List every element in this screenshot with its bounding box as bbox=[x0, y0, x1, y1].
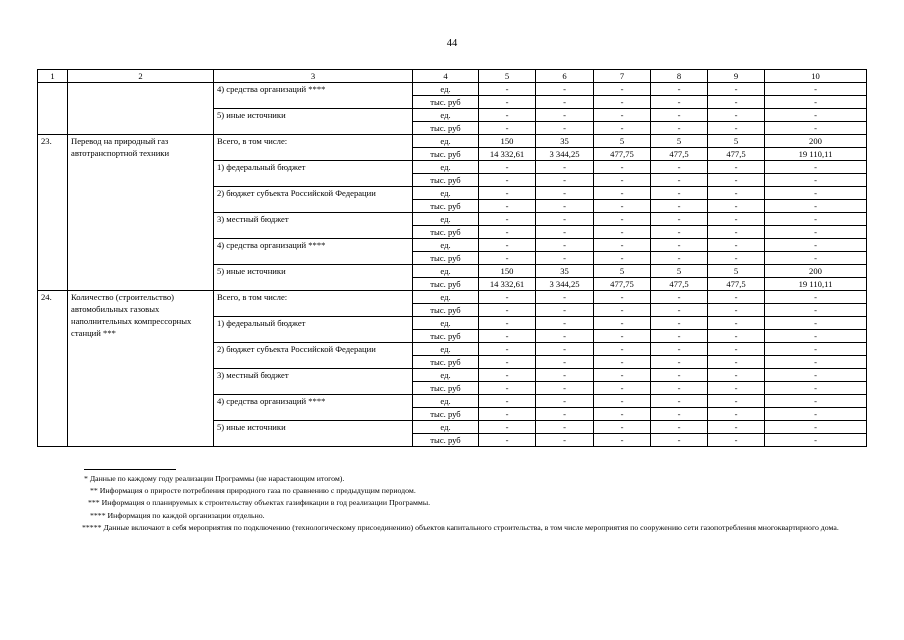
value-cell: - bbox=[708, 343, 765, 356]
value-cell: - bbox=[594, 161, 651, 174]
header-cell: 8 bbox=[651, 70, 708, 83]
unit-cell: ед. bbox=[413, 317, 479, 330]
value-cell: - bbox=[651, 421, 708, 434]
value-cell: - bbox=[536, 330, 594, 343]
value-cell: - bbox=[594, 200, 651, 213]
unit-cell: ед. bbox=[413, 343, 479, 356]
value-cell: - bbox=[708, 330, 765, 343]
value-cell: - bbox=[651, 304, 708, 317]
unit-cell: тыс. руб bbox=[413, 174, 479, 187]
footnote: ** Информация о приросте потребления природного газа по сравнению с предыдущим периодом. bbox=[90, 486, 416, 496]
header-cell: 4 bbox=[413, 70, 479, 83]
source-cell: 5) иные источники bbox=[214, 109, 413, 135]
unit-cell: ед. bbox=[413, 83, 479, 96]
value-cell: - bbox=[479, 395, 536, 408]
value-cell: - bbox=[708, 382, 765, 395]
value-cell: - bbox=[479, 304, 536, 317]
value-cell: - bbox=[536, 421, 594, 434]
value-cell: - bbox=[536, 382, 594, 395]
value-cell: - bbox=[651, 83, 708, 96]
value-cell: - bbox=[536, 291, 594, 304]
value-cell: 477,5 bbox=[708, 148, 765, 161]
unit-cell: ед. bbox=[413, 161, 479, 174]
footnote-separator bbox=[84, 469, 176, 470]
value-cell: - bbox=[708, 200, 765, 213]
value-cell: - bbox=[708, 291, 765, 304]
footnotes bbox=[60, 473, 860, 534]
value-cell: - bbox=[594, 382, 651, 395]
unit-cell: тыс. руб bbox=[413, 122, 479, 135]
value-cell: - bbox=[765, 304, 867, 317]
table-row bbox=[38, 135, 867, 148]
value-cell: - bbox=[479, 330, 536, 343]
value-cell: - bbox=[594, 304, 651, 317]
value-cell: - bbox=[479, 213, 536, 226]
header-cell: 1 bbox=[38, 70, 68, 83]
source-cell: 4) средства организаций **** bbox=[214, 395, 413, 421]
source-cell: 4) средства организаций **** bbox=[214, 83, 413, 109]
value-cell: - bbox=[479, 96, 536, 109]
item-name-cell bbox=[68, 83, 214, 135]
value-cell: - bbox=[765, 239, 867, 252]
value-cell: - bbox=[765, 356, 867, 369]
value-cell: - bbox=[651, 382, 708, 395]
unit-cell: тыс. руб bbox=[413, 200, 479, 213]
value-cell: - bbox=[708, 434, 765, 447]
value-cell: - bbox=[479, 291, 536, 304]
table-body bbox=[38, 70, 867, 447]
value-cell: - bbox=[651, 252, 708, 265]
value-cell: - bbox=[708, 174, 765, 187]
value-cell: 200 bbox=[765, 135, 867, 148]
unit-cell: ед. bbox=[413, 369, 479, 382]
value-cell: - bbox=[536, 187, 594, 200]
value-cell: 5 bbox=[594, 135, 651, 148]
value-cell: - bbox=[765, 343, 867, 356]
value-cell: - bbox=[651, 187, 708, 200]
source-cell: 2) бюджет субъекта Российской Федерации bbox=[214, 343, 413, 369]
value-cell: - bbox=[765, 109, 867, 122]
value-cell: - bbox=[651, 317, 708, 330]
item-number-cell: 23. bbox=[38, 135, 68, 291]
value-cell: - bbox=[765, 252, 867, 265]
value-cell: 200 bbox=[765, 265, 867, 278]
unit-cell: тыс. руб bbox=[413, 408, 479, 421]
value-cell: - bbox=[765, 161, 867, 174]
footnote: * Данные по каждому году реализации Программы (не нарастающим итогом). bbox=[84, 474, 345, 483]
value-cell: - bbox=[594, 421, 651, 434]
value-cell: - bbox=[708, 213, 765, 226]
value-cell: - bbox=[708, 83, 765, 96]
value-cell: - bbox=[765, 226, 867, 239]
value-cell: - bbox=[594, 291, 651, 304]
table-row bbox=[38, 291, 867, 304]
footnote: ***** Данные включают в себя мероприятия по подключению (технологическому присоединению) объектов капитального строительства, в том числе мероприятия по сооружению сети газопотребления многоквартирного дома. bbox=[82, 522, 839, 532]
value-cell: - bbox=[765, 187, 867, 200]
header-cell: 7 bbox=[594, 70, 651, 83]
value-cell: - bbox=[765, 122, 867, 135]
footnote: **** Информация по каждой организации отдельно. bbox=[90, 510, 265, 520]
value-cell: - bbox=[536, 356, 594, 369]
value-cell: - bbox=[536, 434, 594, 447]
value-cell: - bbox=[594, 434, 651, 447]
value-cell: - bbox=[536, 304, 594, 317]
page-number: 44 bbox=[446, 38, 458, 49]
unit-cell: тыс. руб bbox=[413, 226, 479, 239]
value-cell: - bbox=[479, 408, 536, 421]
value-cell: - bbox=[651, 408, 708, 421]
source-cell: Всего, в том числе: bbox=[214, 291, 413, 317]
value-cell: 150 bbox=[479, 265, 536, 278]
unit-cell: ед. bbox=[413, 395, 479, 408]
value-cell: 35 bbox=[536, 265, 594, 278]
source-cell: 5) иные источники bbox=[214, 421, 413, 447]
source-cell: 3) местный бюджет bbox=[214, 369, 413, 395]
value-cell: - bbox=[479, 83, 536, 96]
value-cell: - bbox=[594, 317, 651, 330]
value-cell: 477,75 bbox=[594, 278, 651, 291]
unit-cell: ед. bbox=[413, 213, 479, 226]
unit-cell: ед. bbox=[413, 421, 479, 434]
unit-cell: ед. bbox=[413, 109, 479, 122]
header-cell: 5 bbox=[479, 70, 536, 83]
value-cell: - bbox=[479, 226, 536, 239]
value-cell: 150 bbox=[479, 135, 536, 148]
value-cell: - bbox=[708, 369, 765, 382]
value-cell: - bbox=[651, 434, 708, 447]
value-cell: - bbox=[708, 239, 765, 252]
value-cell: - bbox=[651, 122, 708, 135]
value-cell: - bbox=[479, 174, 536, 187]
header-cell: 9 bbox=[708, 70, 765, 83]
value-cell: 5 bbox=[594, 265, 651, 278]
source-cell: 3) местный бюджет bbox=[214, 213, 413, 239]
value-cell: - bbox=[651, 174, 708, 187]
value-cell: - bbox=[594, 330, 651, 343]
value-cell: - bbox=[708, 96, 765, 109]
value-cell: - bbox=[536, 174, 594, 187]
source-cell: 1) федеральный бюджет bbox=[214, 161, 413, 187]
value-cell: - bbox=[765, 330, 867, 343]
value-cell: - bbox=[479, 187, 536, 200]
value-cell: - bbox=[765, 369, 867, 382]
source-cell: 1) федеральный бюджет bbox=[214, 317, 413, 343]
value-cell: - bbox=[708, 408, 765, 421]
value-cell: 3 344,25 bbox=[536, 148, 594, 161]
value-cell: - bbox=[708, 187, 765, 200]
value-cell: - bbox=[594, 122, 651, 135]
value-cell: - bbox=[765, 434, 867, 447]
source-cell: 2) бюджет субъекта Российской Федерации bbox=[214, 187, 413, 213]
value-cell: - bbox=[594, 252, 651, 265]
value-cell: - bbox=[651, 213, 708, 226]
program-table bbox=[37, 69, 867, 447]
value-cell: 477,5 bbox=[708, 278, 765, 291]
value-cell: 477,75 bbox=[594, 148, 651, 161]
value-cell: - bbox=[651, 239, 708, 252]
value-cell: - bbox=[765, 200, 867, 213]
value-cell: - bbox=[479, 239, 536, 252]
value-cell: - bbox=[765, 382, 867, 395]
value-cell: - bbox=[594, 239, 651, 252]
value-cell: 19 110,11 bbox=[765, 148, 867, 161]
value-cell: - bbox=[479, 434, 536, 447]
value-cell: - bbox=[479, 356, 536, 369]
value-cell: - bbox=[594, 369, 651, 382]
value-cell: - bbox=[479, 369, 536, 382]
value-cell: - bbox=[536, 239, 594, 252]
value-cell: - bbox=[765, 395, 867, 408]
value-cell: - bbox=[536, 343, 594, 356]
unit-cell: тыс. руб bbox=[413, 278, 479, 291]
unit-cell: ед. bbox=[413, 291, 479, 304]
value-cell: 19 110,11 bbox=[765, 278, 867, 291]
unit-cell: тыс. руб bbox=[413, 382, 479, 395]
value-cell: - bbox=[536, 369, 594, 382]
value-cell: - bbox=[708, 421, 765, 434]
value-cell: 14 332,61 bbox=[479, 278, 536, 291]
value-cell: - bbox=[536, 109, 594, 122]
value-cell: - bbox=[594, 343, 651, 356]
unit-cell: ед. bbox=[413, 265, 479, 278]
value-cell: - bbox=[765, 408, 867, 421]
value-cell: - bbox=[536, 408, 594, 421]
value-cell: - bbox=[765, 174, 867, 187]
unit-cell: ед. bbox=[413, 135, 479, 148]
value-cell: - bbox=[594, 408, 651, 421]
value-cell: - bbox=[479, 343, 536, 356]
unit-cell: тыс. руб bbox=[413, 148, 479, 161]
value-cell: - bbox=[536, 96, 594, 109]
value-cell: - bbox=[536, 83, 594, 96]
value-cell: - bbox=[708, 122, 765, 135]
value-cell: - bbox=[651, 369, 708, 382]
header-cell: 2 bbox=[68, 70, 214, 83]
value-cell: - bbox=[479, 421, 536, 434]
value-cell: 477,5 bbox=[651, 148, 708, 161]
value-cell: 35 bbox=[536, 135, 594, 148]
value-cell: - bbox=[536, 161, 594, 174]
source-cell: 5) иные источники bbox=[214, 265, 413, 291]
item-name-cell: Количество (строительство) автомобильных газовых наполнительных компрессорных станций *** bbox=[68, 291, 214, 447]
unit-cell: тыс. руб bbox=[413, 434, 479, 447]
table-row bbox=[38, 83, 867, 96]
value-cell: - bbox=[765, 291, 867, 304]
item-number-cell bbox=[38, 83, 68, 135]
item-number-cell: 24. bbox=[38, 291, 68, 447]
header-cell: 3 bbox=[214, 70, 413, 83]
unit-cell: тыс. руб bbox=[413, 96, 479, 109]
unit-cell: тыс. руб bbox=[413, 252, 479, 265]
value-cell: - bbox=[479, 122, 536, 135]
footnote: *** Информация о планируемых к строительству объектах газификации в год реализации Программы. bbox=[88, 498, 431, 508]
value-cell: - bbox=[536, 200, 594, 213]
header-cell: 10 bbox=[765, 70, 867, 83]
value-cell: - bbox=[765, 213, 867, 226]
value-cell: - bbox=[536, 122, 594, 135]
value-cell: - bbox=[479, 200, 536, 213]
value-cell: - bbox=[651, 291, 708, 304]
value-cell: - bbox=[479, 382, 536, 395]
value-cell: - bbox=[594, 96, 651, 109]
value-cell: 477,5 bbox=[651, 278, 708, 291]
value-cell: 5 bbox=[708, 265, 765, 278]
value-cell: - bbox=[536, 213, 594, 226]
unit-cell: тыс. руб bbox=[413, 330, 479, 343]
item-name-cell: Перевод на природный газ автотранспортной техники bbox=[68, 135, 214, 291]
header-row bbox=[38, 70, 867, 83]
value-cell: - bbox=[479, 252, 536, 265]
value-cell: 14 332,61 bbox=[479, 148, 536, 161]
value-cell: - bbox=[708, 304, 765, 317]
value-cell: - bbox=[594, 109, 651, 122]
value-cell: - bbox=[536, 252, 594, 265]
value-cell: 5 bbox=[708, 135, 765, 148]
unit-cell: тыс. руб bbox=[413, 304, 479, 317]
value-cell: - bbox=[594, 356, 651, 369]
unit-cell: ед. bbox=[413, 187, 479, 200]
value-cell: - bbox=[765, 83, 867, 96]
value-cell: - bbox=[536, 395, 594, 408]
value-cell: 5 bbox=[651, 265, 708, 278]
value-cell: - bbox=[651, 330, 708, 343]
value-cell: - bbox=[708, 395, 765, 408]
value-cell: 5 bbox=[651, 135, 708, 148]
value-cell: - bbox=[708, 226, 765, 239]
value-cell: - bbox=[651, 343, 708, 356]
value-cell: - bbox=[708, 252, 765, 265]
value-cell: - bbox=[708, 317, 765, 330]
value-cell: - bbox=[651, 226, 708, 239]
value-cell: - bbox=[651, 395, 708, 408]
value-cell: 3 344,25 bbox=[536, 278, 594, 291]
value-cell: - bbox=[651, 109, 708, 122]
value-cell: - bbox=[536, 226, 594, 239]
value-cell: - bbox=[479, 109, 536, 122]
value-cell: - bbox=[708, 161, 765, 174]
value-cell: - bbox=[536, 317, 594, 330]
value-cell: - bbox=[594, 213, 651, 226]
value-cell: - bbox=[708, 356, 765, 369]
value-cell: - bbox=[594, 83, 651, 96]
value-cell: - bbox=[765, 317, 867, 330]
value-cell: - bbox=[765, 96, 867, 109]
value-cell: - bbox=[479, 317, 536, 330]
value-cell: - bbox=[594, 174, 651, 187]
unit-cell: тыс. руб bbox=[413, 356, 479, 369]
source-cell: Всего, в том числе: bbox=[214, 135, 413, 161]
value-cell: - bbox=[651, 200, 708, 213]
value-cell: - bbox=[651, 356, 708, 369]
value-cell: - bbox=[765, 421, 867, 434]
source-cell: 4) средства организаций **** bbox=[214, 239, 413, 265]
value-cell: - bbox=[479, 161, 536, 174]
value-cell: - bbox=[594, 226, 651, 239]
header-cell: 6 bbox=[536, 70, 594, 83]
value-cell: - bbox=[594, 187, 651, 200]
value-cell: - bbox=[594, 395, 651, 408]
value-cell: - bbox=[651, 96, 708, 109]
value-cell: - bbox=[651, 161, 708, 174]
value-cell: - bbox=[708, 109, 765, 122]
unit-cell: ед. bbox=[413, 239, 479, 252]
